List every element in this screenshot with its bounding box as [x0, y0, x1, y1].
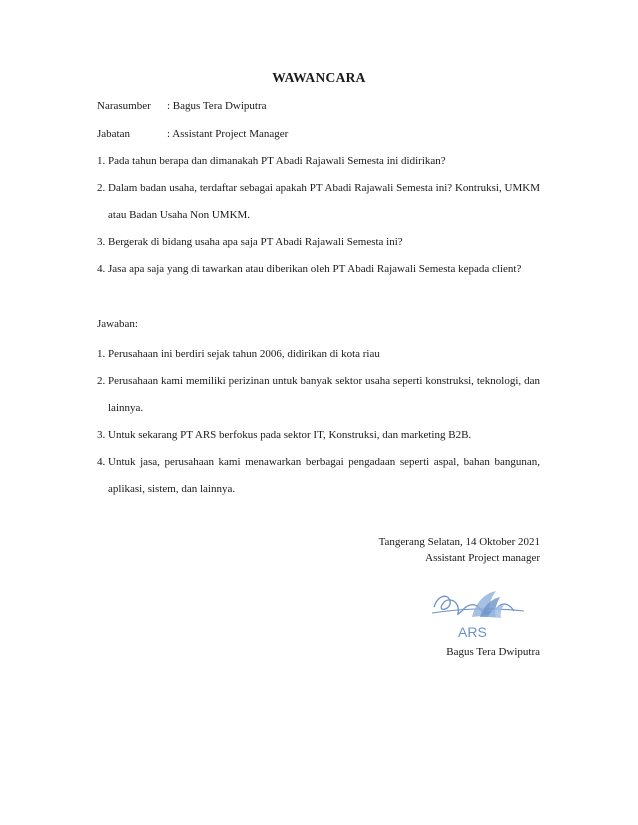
answers-label: Jawaban:: [97, 318, 138, 330]
signature-stamp: [428, 583, 528, 645]
question-text: Bergerak di bidang usaha apa saja PT Abadi Rajawali Semesta ini?: [108, 236, 403, 248]
document-title: WAWANCARA: [272, 70, 366, 85]
answer-text: Perusahaan kami memiliki perizinan untuk banyak sektor usaha seperti konstruksi, teknologi, dan lainnya.: [108, 375, 540, 414]
answer-text: Untuk sekarang PT ARS berfokus pada sektor IT, Konstruksi, dan marketing B2B.: [108, 429, 472, 441]
narasumber-label: Narasumber: [97, 100, 151, 112]
jabatan-row: [97, 128, 288, 140]
jabatan-value: : Assistant Project Manager: [167, 128, 289, 140]
answer-item: [97, 368, 540, 422]
answer-number: 1.: [97, 348, 106, 360]
answer-text: Perusahaan ini berdiri sejak tahun 2006, didirikan di kota riau: [108, 348, 380, 360]
question-text: Jasa apa saja yang di tawarkan atau diberikan oleh PT Abadi Rajawali Semesta kepada client?: [108, 263, 522, 275]
question-item: [97, 229, 540, 256]
question-item: [97, 175, 540, 229]
answer-item: [97, 341, 540, 368]
answer-text: Untuk jasa, perusahaan kami menawarkan berbagai pengadaan seperti aspal, bahan bangunan, aplikasi, sistem, dan lainnya.: [108, 456, 540, 495]
question-text: Pada tahun berapa dan dimanakah PT Abadi Rajawali Semesta ini didirikan?: [108, 155, 446, 167]
question-number: 4.: [97, 263, 106, 275]
question-number: 2.: [97, 182, 106, 194]
narasumber-row: [97, 100, 267, 112]
answer-list: [97, 341, 540, 503]
place-date: Tangerang Selatan, 14 Oktober 2021: [378, 536, 540, 548]
jabatan-label: Jabatan: [97, 128, 130, 140]
signer-position: Assistant Project manager: [425, 552, 540, 564]
answer-number: 3.: [97, 429, 106, 441]
narasumber-value: : Bagus Tera Dwiputra: [167, 100, 267, 112]
signature-logo-text: ARS: [458, 624, 487, 640]
question-list: [97, 148, 540, 283]
answer-number: 2.: [97, 375, 106, 387]
question-number: 1.: [97, 155, 106, 167]
question-item: [97, 148, 540, 175]
closing-block: [379, 534, 540, 566]
answer-item: [97, 422, 540, 449]
answer-item: [97, 449, 540, 503]
signer-name: Bagus Tera Dwiputra: [446, 646, 540, 658]
question-text: Dalam badan usaha, terdaftar sebagai apakah PT Abadi Rajawali Semesta ini? Kontruksi, UMKM atau Badan Usaha Non UMKM.: [108, 182, 540, 221]
answer-number: 4.: [97, 456, 106, 468]
question-item: [97, 256, 540, 283]
question-number: 3.: [97, 236, 106, 248]
